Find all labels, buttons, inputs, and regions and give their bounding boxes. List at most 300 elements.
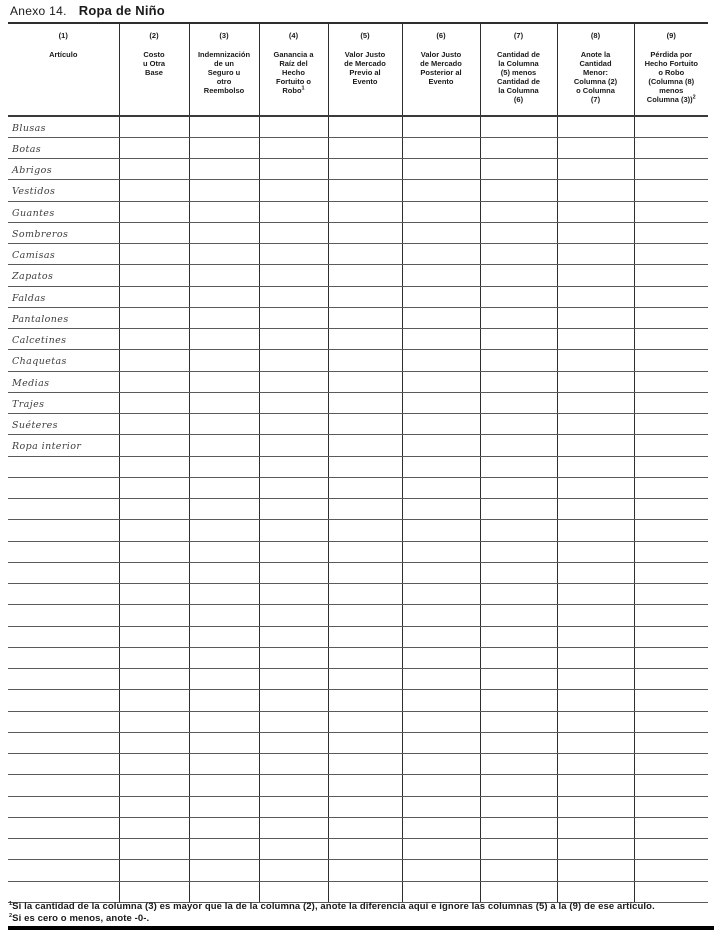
item-row	[8, 307, 708, 328]
entry-cell	[480, 669, 557, 690]
entry-cell	[119, 180, 189, 201]
entry-cell	[402, 860, 480, 881]
entry-cell	[259, 414, 328, 435]
annex-number: Anexo 14.	[10, 4, 67, 18]
entry-cell	[634, 732, 708, 753]
item-label-cell	[8, 881, 119, 902]
item-label-cell	[8, 520, 119, 541]
blank-row	[8, 817, 708, 838]
item-label-cell	[8, 839, 119, 860]
entry-cell	[119, 839, 189, 860]
entry-cell	[480, 860, 557, 881]
entry-cell	[480, 350, 557, 371]
entry-cell	[557, 392, 634, 413]
blank-row	[8, 881, 708, 902]
blank-row	[8, 711, 708, 732]
entry-cell	[480, 222, 557, 243]
entry-cell	[259, 244, 328, 265]
blank-row	[8, 499, 708, 520]
entry-cell	[328, 817, 402, 838]
entry-cell	[119, 626, 189, 647]
item-label-cell	[8, 584, 119, 605]
entry-cell	[402, 477, 480, 498]
entry-cell	[259, 817, 328, 838]
entry-cell	[328, 605, 402, 626]
footnote-reference: 1	[301, 85, 305, 92]
column-title: Valor Justo de Mercado Previo al Evento	[344, 50, 386, 86]
entry-cell	[557, 711, 634, 732]
item-row	[8, 350, 708, 371]
item-label-cell	[8, 796, 119, 817]
entry-cell	[189, 159, 259, 180]
entry-cell	[480, 329, 557, 350]
entry-cell	[328, 584, 402, 605]
entry-cell	[259, 881, 328, 902]
item-row	[8, 371, 708, 392]
item-row	[8, 116, 708, 137]
entry-cell	[480, 286, 557, 307]
blank-row	[8, 626, 708, 647]
entry-cell	[402, 562, 480, 583]
column-title: Pérdida por Hecho Fortuito o Robo (Columna (8) menos Columna (3))$^2$	[644, 50, 698, 104]
item-label: Guantes	[12, 207, 55, 219]
entry-cell	[402, 754, 480, 775]
entry-cell	[189, 881, 259, 902]
item-row	[8, 180, 708, 201]
entry-cell	[557, 647, 634, 668]
entry-cell	[119, 392, 189, 413]
item-label: Calcetines	[12, 335, 67, 347]
entry-cell	[328, 860, 402, 881]
column-header-6	[402, 23, 480, 116]
entry-cell	[328, 647, 402, 668]
entry-cell	[634, 159, 708, 180]
entry-cell	[634, 605, 708, 626]
column-header-5	[328, 23, 402, 116]
entry-cell	[480, 435, 557, 456]
entry-cell	[189, 839, 259, 860]
item-label: Chaquetas	[12, 356, 67, 368]
item-label-cell	[8, 180, 119, 201]
entry-cell	[480, 647, 557, 668]
entry-cell	[634, 775, 708, 796]
column-number: (3)	[219, 31, 229, 40]
item-row	[8, 435, 708, 456]
entry-cell	[557, 669, 634, 690]
entry-cell	[189, 435, 259, 456]
entry-cell	[480, 690, 557, 711]
column-title: Indemnización de un Seguro u otro Reembolso	[197, 50, 251, 95]
entry-cell	[189, 244, 259, 265]
entry-cell	[557, 265, 634, 286]
entry-cell	[119, 201, 189, 222]
entry-cell	[119, 371, 189, 392]
entry-cell	[557, 881, 634, 902]
entry-cell	[402, 669, 480, 690]
entry-cell	[259, 435, 328, 456]
column-header-2	[119, 23, 189, 116]
column-title: Cantidad de la Columna (5) menos Cantidad de la Columna (6)	[497, 50, 540, 104]
entry-cell	[402, 817, 480, 838]
entry-cell	[119, 286, 189, 307]
entry-cell	[480, 881, 557, 902]
entry-cell	[634, 541, 708, 562]
entry-cell	[557, 817, 634, 838]
item-label-cell	[8, 647, 119, 668]
entry-cell	[402, 244, 480, 265]
entry-cell	[402, 732, 480, 753]
entry-cell	[259, 754, 328, 775]
entry-cell	[189, 329, 259, 350]
entry-cell	[189, 732, 259, 753]
footnote-1-text: Si la cantidad de la columna (3) es mayor que la de la columna (2), anote la diferencia aquí e ignore las columnas (5) a la (9) de ese artículo.	[12, 901, 655, 912]
entry-cell	[634, 520, 708, 541]
entry-cell	[119, 520, 189, 541]
footnote-reference: 2	[692, 94, 696, 101]
entry-cell	[634, 137, 708, 158]
item-label-cell	[8, 307, 119, 328]
blank-row	[8, 754, 708, 775]
entry-cell	[189, 222, 259, 243]
entry-cell	[402, 265, 480, 286]
entry-cell	[259, 265, 328, 286]
entry-cell	[259, 477, 328, 498]
column-number: (2)	[149, 31, 159, 40]
entry-cell	[557, 307, 634, 328]
entry-cell	[634, 860, 708, 881]
entry-cell	[557, 605, 634, 626]
entry-cell	[480, 584, 557, 605]
entry-cell	[328, 244, 402, 265]
entry-cell	[259, 222, 328, 243]
entry-cell	[328, 732, 402, 753]
entry-cell	[259, 392, 328, 413]
entry-cell	[119, 669, 189, 690]
entry-cell	[189, 520, 259, 541]
entry-cell	[189, 350, 259, 371]
entry-cell	[634, 435, 708, 456]
entry-cell	[634, 477, 708, 498]
item-label-cell	[8, 732, 119, 753]
entry-cell	[402, 201, 480, 222]
item-label-cell	[8, 265, 119, 286]
entry-cell	[634, 647, 708, 668]
entry-cell	[557, 350, 634, 371]
column-number: (5)	[360, 31, 370, 40]
item-label-cell	[8, 605, 119, 626]
entry-cell	[259, 286, 328, 307]
column-title: Costo u Otra Base	[142, 50, 166, 77]
entry-cell	[189, 647, 259, 668]
bottom-rule	[8, 926, 714, 930]
entry-cell	[634, 371, 708, 392]
item-label-cell	[8, 669, 119, 690]
annex-name: Ropa de Niño	[78, 3, 165, 18]
item-label-cell	[8, 201, 119, 222]
item-row	[8, 244, 708, 265]
entry-cell	[259, 669, 328, 690]
entry-cell	[259, 159, 328, 180]
entry-cell	[259, 116, 328, 137]
entry-cell	[119, 499, 189, 520]
entry-cell	[480, 244, 557, 265]
entry-cell	[328, 435, 402, 456]
entry-cell	[189, 392, 259, 413]
blank-row	[8, 520, 708, 541]
entry-cell	[189, 499, 259, 520]
entry-cell	[119, 711, 189, 732]
blank-row	[8, 562, 708, 583]
entry-cell	[634, 307, 708, 328]
entry-cell	[402, 605, 480, 626]
blank-row	[8, 669, 708, 690]
footnote-1-marker: 1	[9, 900, 13, 907]
entry-cell	[402, 456, 480, 477]
entry-cell	[634, 265, 708, 286]
entry-cell	[557, 201, 634, 222]
table-body	[8, 116, 708, 902]
entry-cell	[328, 669, 402, 690]
entry-cell	[328, 414, 402, 435]
entry-cell	[189, 137, 259, 158]
column-header-8	[557, 23, 634, 116]
entry-cell	[328, 499, 402, 520]
entry-cell	[402, 350, 480, 371]
entry-cell	[402, 711, 480, 732]
worksheet-table	[8, 22, 708, 903]
entry-cell	[189, 562, 259, 583]
item-label-cell	[8, 222, 119, 243]
entry-cell	[634, 796, 708, 817]
entry-cell	[119, 605, 189, 626]
entry-cell	[328, 477, 402, 498]
footnotes	[9, 901, 713, 924]
entry-cell	[259, 626, 328, 647]
entry-cell	[480, 265, 557, 286]
entry-cell	[328, 541, 402, 562]
entry-cell	[259, 860, 328, 881]
entry-cell	[328, 307, 402, 328]
entry-cell	[557, 222, 634, 243]
entry-cell	[189, 286, 259, 307]
item-label-cell	[8, 626, 119, 647]
entry-cell	[634, 754, 708, 775]
entry-cell	[634, 244, 708, 265]
item-label-cell	[8, 137, 119, 158]
entry-cell	[634, 329, 708, 350]
column-number: (4)	[288, 31, 299, 40]
blank-row	[8, 647, 708, 668]
entry-cell	[557, 499, 634, 520]
entry-cell	[634, 116, 708, 137]
entry-cell	[480, 477, 557, 498]
entry-cell	[328, 562, 402, 583]
entry-cell	[634, 669, 708, 690]
entry-cell	[557, 414, 634, 435]
entry-cell	[402, 286, 480, 307]
entry-cell	[557, 626, 634, 647]
item-label-cell	[8, 286, 119, 307]
entry-cell	[402, 541, 480, 562]
item-label: Sombreros	[12, 228, 69, 240]
entry-cell	[119, 541, 189, 562]
footnote-2	[9, 913, 713, 925]
entry-cell	[480, 137, 557, 158]
item-label-cell	[8, 371, 119, 392]
item-label-cell	[8, 116, 119, 137]
item-label-cell	[8, 499, 119, 520]
entry-cell	[328, 775, 402, 796]
entry-cell	[119, 222, 189, 243]
entry-cell	[557, 839, 634, 860]
entry-cell	[119, 137, 189, 158]
entry-cell	[634, 584, 708, 605]
item-label-cell	[8, 414, 119, 435]
entry-cell	[402, 520, 480, 541]
entry-cell	[328, 265, 402, 286]
entry-cell	[259, 775, 328, 796]
entry-cell	[189, 711, 259, 732]
item-label-cell	[8, 159, 119, 180]
column-number: (8)	[590, 31, 601, 40]
entry-cell	[119, 265, 189, 286]
entry-cell	[328, 796, 402, 817]
column-number: (1)	[58, 31, 68, 40]
entry-cell	[480, 180, 557, 201]
entry-cell	[328, 754, 402, 775]
entry-cell	[557, 159, 634, 180]
entry-cell	[119, 647, 189, 668]
item-row	[8, 201, 708, 222]
item-label-cell	[8, 562, 119, 583]
column-number: (9)	[666, 31, 676, 40]
entry-cell	[189, 775, 259, 796]
entry-cell	[119, 881, 189, 902]
item-label: Vestidos	[12, 186, 56, 198]
entry-cell	[119, 244, 189, 265]
entry-cell	[480, 414, 557, 435]
entry-cell	[328, 626, 402, 647]
item-label-cell	[8, 477, 119, 498]
column-header-1	[8, 23, 119, 116]
entry-cell	[259, 711, 328, 732]
column-title: Artículo	[49, 50, 78, 59]
blank-row	[8, 796, 708, 817]
entry-cell	[634, 711, 708, 732]
item-label-cell	[8, 690, 119, 711]
entry-cell	[189, 626, 259, 647]
item-label-cell	[8, 329, 119, 350]
entry-cell	[259, 732, 328, 753]
blank-row	[8, 860, 708, 881]
blank-row	[8, 456, 708, 477]
entry-cell	[328, 371, 402, 392]
entry-cell	[189, 265, 259, 286]
item-label-cell	[8, 244, 119, 265]
header-row	[8, 23, 708, 116]
entry-cell	[402, 137, 480, 158]
entry-cell	[402, 647, 480, 668]
entry-cell	[328, 222, 402, 243]
entry-cell	[259, 307, 328, 328]
blank-row	[8, 775, 708, 796]
entry-cell	[557, 137, 634, 158]
entry-cell	[480, 116, 557, 137]
item-row	[8, 159, 708, 180]
entry-cell	[480, 796, 557, 817]
entry-cell	[557, 180, 634, 201]
entry-cell	[119, 584, 189, 605]
item-label: Faldas	[12, 292, 46, 304]
item-label: Pantalones	[12, 313, 69, 325]
entry-cell	[480, 732, 557, 753]
entry-cell	[189, 307, 259, 328]
entry-cell	[119, 159, 189, 180]
entry-cell	[634, 562, 708, 583]
entry-cell	[328, 286, 402, 307]
item-label: Ropa interior	[12, 441, 82, 453]
entry-cell	[557, 541, 634, 562]
entry-cell	[402, 690, 480, 711]
item-label-cell	[8, 754, 119, 775]
entry-cell	[189, 584, 259, 605]
entry-cell	[189, 456, 259, 477]
entry-cell	[189, 690, 259, 711]
entry-cell	[328, 201, 402, 222]
entry-cell	[119, 329, 189, 350]
entry-cell	[480, 626, 557, 647]
column-title: Anote la Cantidad Menor: Columna (2) o Columna (7)	[573, 50, 618, 104]
item-row	[8, 137, 708, 158]
item-label-cell	[8, 860, 119, 881]
entry-cell	[259, 350, 328, 371]
entry-cell	[402, 307, 480, 328]
entry-cell	[189, 414, 259, 435]
entry-cell	[557, 116, 634, 137]
entry-cell	[480, 839, 557, 860]
entry-cell	[119, 796, 189, 817]
entry-cell	[557, 329, 634, 350]
entry-cell	[119, 414, 189, 435]
entry-cell	[557, 690, 634, 711]
column-title: Ganancia a Raíz del Hecho Fortuito o Robo$^1$	[273, 50, 314, 95]
entry-cell	[557, 775, 634, 796]
entry-cell	[328, 690, 402, 711]
entry-cell	[557, 584, 634, 605]
entry-cell	[557, 371, 634, 392]
entry-cell	[189, 541, 259, 562]
footnote-2-text: Si es cero o menos, anote -0-.	[12, 912, 150, 924]
entry-cell	[402, 626, 480, 647]
entry-cell	[119, 860, 189, 881]
entry-cell	[402, 796, 480, 817]
entry-cell	[480, 711, 557, 732]
blank-row	[8, 732, 708, 753]
entry-cell	[259, 520, 328, 541]
entry-cell	[557, 732, 634, 753]
entry-cell	[402, 371, 480, 392]
entry-cell	[402, 775, 480, 796]
entry-cell	[557, 244, 634, 265]
table-header	[8, 23, 708, 116]
entry-cell	[557, 520, 634, 541]
blank-row	[8, 690, 708, 711]
entry-cell	[189, 796, 259, 817]
item-label: Blusas	[12, 122, 46, 134]
entry-cell	[328, 180, 402, 201]
entry-cell	[189, 669, 259, 690]
entry-cell	[189, 605, 259, 626]
